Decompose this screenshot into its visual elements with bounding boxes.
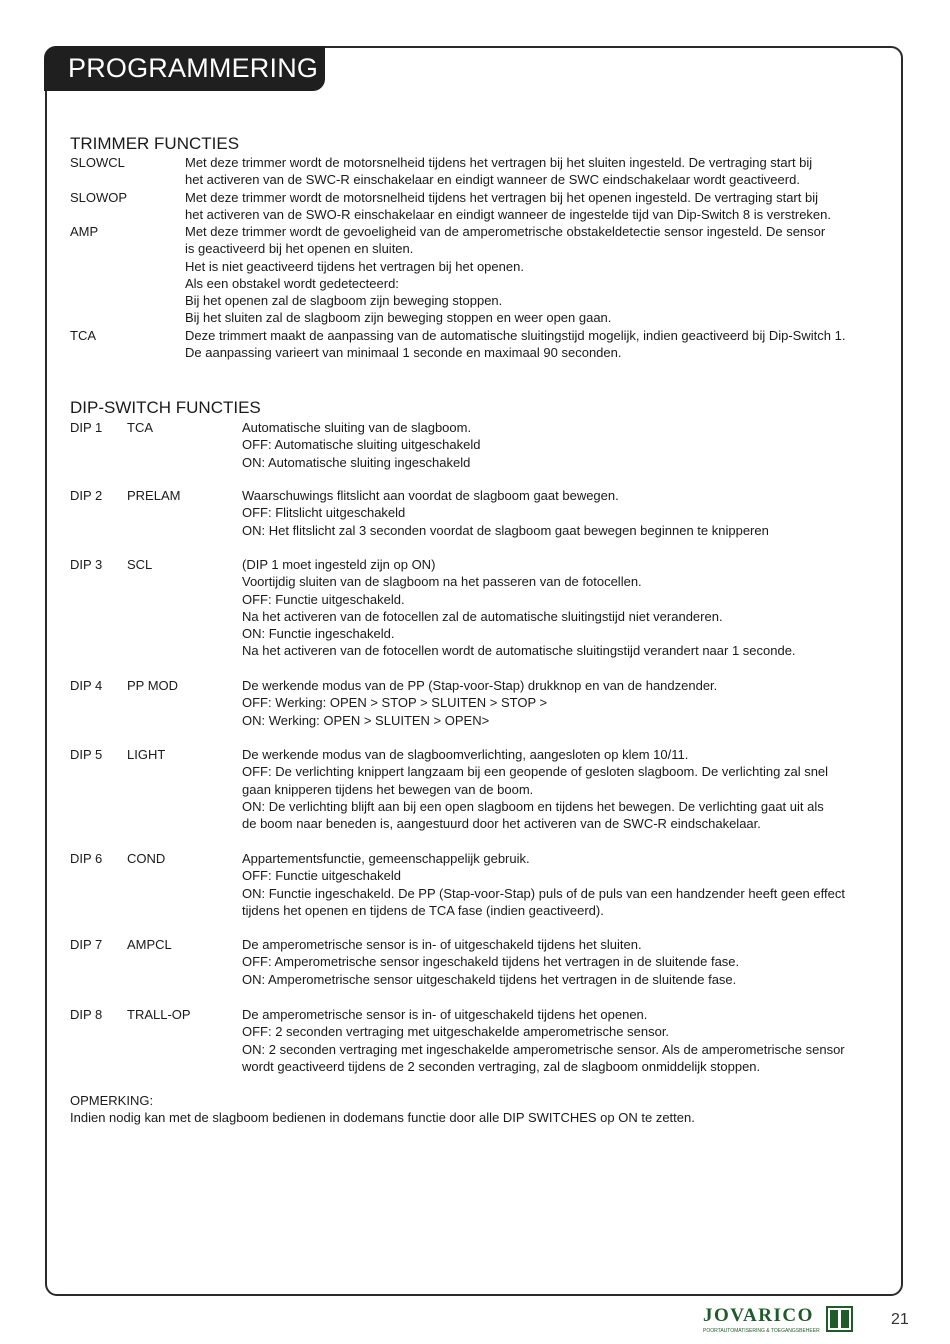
dip-number: DIP 2 (70, 488, 103, 503)
desc-line: Deze trimmert maakt de aanpassing van de automatische sluitingstijd mogelijk, indien geactiveerd bij Dip-Switch 1. (185, 328, 846, 343)
desc-line: Met deze trimmer wordt de gevoeligheid van de amperometrische obstakeldetectie sensor ingesteld. De sensor (185, 224, 826, 239)
dip-desc (242, 487, 769, 539)
desc-line: OFF: Amperometrische sensor ingeschakeld tijdens het vertragen in de sluitende fase. (242, 954, 740, 970)
dip-name: TRALL-OP (127, 1007, 191, 1022)
desc-line: OFF: De verlichting knippert langzaam bij een geopende of gesloten slagboom. De verlichting zal snel (242, 764, 829, 780)
desc-line: OFF: Werking: OPEN > STOP > SLUITEN > STOP > (242, 695, 548, 711)
dip-desc (242, 850, 845, 919)
trimmer-key: TCA (70, 328, 96, 343)
dip-number: DIP 7 (70, 937, 103, 952)
logo-tagline: POORTAUTOMATISERING & TOEGANGSBEHEER (703, 1328, 820, 1334)
dip-name: PP MOD (127, 678, 179, 693)
dip-heading: DIP-SWITCH FUNCTIES (70, 398, 261, 417)
trimmer-key: AMP (70, 224, 99, 239)
desc-line: ON: Het flitslicht zal 3 seconden voordat de slagboom gaat bewegen beginnen te knipperen (242, 522, 769, 538)
dip-name: COND (127, 851, 166, 866)
dip-desc (242, 556, 796, 660)
dip-number: DIP 8 (70, 1007, 103, 1022)
dip-name: TCA (127, 420, 153, 435)
note-heading: OPMERKING: (70, 1093, 154, 1108)
trimmer-heading: TRIMMER FUNCTIES (70, 134, 240, 153)
trimmer-desc (185, 223, 825, 327)
desc-line: OFF: Automatische sluiting uitgeschakeld (242, 437, 481, 453)
jovarico-logo (703, 1305, 853, 1337)
dip-number: DIP 1 (70, 420, 103, 435)
note-block (70, 1092, 695, 1127)
desc-line: tijdens het openen en tijdens de TCA fase (indien geactiveerd). (242, 902, 604, 918)
trimmer-desc (185, 189, 831, 224)
dip-number: DIP 5 (70, 747, 103, 762)
desc-line: De werkende modus van de PP (Stap-voor-Stap) drukknop en van de handzender. (242, 678, 718, 693)
desc-line: ON: Functie ingeschakeld. De PP (Stap-voor-Stap) puls of de puls van een handzender heeft geen effect (242, 885, 845, 901)
desc-line: Met deze trimmer wordt de motorsnelheid tijdens het vertragen bij het openen ingesteld. De vertraging start bij (185, 190, 818, 205)
desc-line: ON: Werking: OPEN > SLUITEN > OPEN> (242, 712, 490, 728)
desc-line: Appartementsfunctie, gemeenschappelijk gebruik. (242, 851, 530, 866)
dip-desc (242, 746, 828, 832)
dip-desc (242, 419, 480, 471)
dip-name: LIGHT (127, 747, 166, 762)
desc-line: ON: Functie ingeschakeld. (242, 626, 395, 642)
dip-number: DIP 4 (70, 678, 103, 693)
desc-line: ON: De verlichting blijft aan bij een open slagboom en tijdens het bewegen. De verlichting gaat uit als (242, 798, 824, 814)
desc-line: OFF: Functie uitgeschakeld. (242, 591, 405, 607)
trimmer-desc (185, 154, 812, 189)
desc-line: De werkende modus van de slagboomverlichting, aangesloten op klem 10/11. (242, 747, 689, 762)
desc-line: Met deze trimmer wordt de motorsnelheid tijdens het vertragen bij het sluiten ingesteld. De vertraging start bij (185, 155, 813, 170)
desc-line: OFF: 2 seconden vertraging met uitgeschakelde amperometrische sensor. (242, 1024, 670, 1040)
desc-line: De amperometrische sensor is in- of uitgeschakeld tijdens het openen. (242, 1007, 648, 1022)
desc-line: Het is niet geactiveerd tijdens het vertragen bij het openen. (185, 258, 524, 274)
dip-number: DIP 6 (70, 851, 103, 866)
desc-line: gaan knipperen tijdens het bewegen van de boom. (242, 781, 534, 797)
desc-line: Automatische sluiting van de slagboom. (242, 420, 472, 435)
page-number: 21 (891, 1311, 909, 1328)
desc-line: Waarschuwings flitslicht aan voordat de slagboom gaat bewegen. (242, 488, 619, 503)
desc-line: Na het activeren van de fotocellen zal de automatische sluitingstijd niet veranderen. (242, 608, 723, 624)
dip-desc (242, 677, 717, 729)
desc-line: Voortijdig sluiten van de slagboom na het passeren van de fotocellen. (242, 574, 642, 590)
desc-line: ON: Automatische sluiting ingeschakeld (242, 454, 471, 470)
trimmer-key: SLOWCL (70, 155, 125, 170)
desc-line: de boom naar beneden is, aangestuurd door het activeren van de SWC-R eindschakelaar. (242, 816, 761, 832)
desc-line: het activeren van de SWC-R einschakelaar en eindigt wanneer de SWC eindschakelaar wordt geactiveerd. (185, 172, 800, 188)
dip-name: SCL (127, 557, 153, 572)
dip-number: DIP 3 (70, 557, 103, 572)
page-title-tab (44, 46, 325, 91)
gate-doors-icon (826, 1306, 853, 1332)
desc-line: het activeren van de SWO-R einschakelaar en eindigt wanneer de ingestelde tijd van Dip-Switch 8 is verstreken. (185, 207, 832, 223)
dip-name: AMPCL (127, 937, 172, 952)
desc-line: De aanpassing varieert van minimaal 1 seconde en maximaal 90 seconden. (185, 345, 622, 361)
desc-line: Bij het sluiten zal de slagboom zijn beweging stoppen en weer open gaan. (185, 310, 612, 326)
desc-line: is geactiveerd bij het openen en sluiten. (185, 241, 414, 257)
note-text: Indien nodig kan met de slagboom bedienen in dodemans functie door alle DIP SWITCHES op ON te zetten. (70, 1110, 695, 1126)
desc-line: ON: 2 seconden vertraging met ingeschakelde amperometrische sensor. Als de amperometrische sensor (242, 1041, 845, 1057)
trimmer-key: SLOWOP (70, 190, 128, 205)
page-title: PROGRAMMERING (68, 53, 319, 83)
trimmer-desc (185, 327, 845, 362)
desc-line: Bij het openen zal de slagboom zijn beweging stoppen. (185, 293, 503, 309)
desc-line: OFF: Functie uitgeschakeld (242, 868, 401, 884)
desc-line: wordt geactiveerd tijdens de 2 seconden vertraging, zal de slagboom onmiddelijk stoppen. (242, 1058, 761, 1074)
dip-name: PRELAM (127, 488, 181, 503)
logo-brand-text: JOVARICO (703, 1305, 814, 1326)
desc-line: ON: Amperometrische sensor uitgeschakeld tijdens het vertragen in de sluitende fase. (242, 971, 737, 987)
desc-line: De amperometrische sensor is in- of uitgeschakeld tijdens het sluiten. (242, 937, 642, 952)
desc-line: Als een obstakel wordt gedetecteerd: (185, 275, 399, 291)
dip-desc (242, 936, 739, 988)
desc-line: (DIP 1 moet ingesteld zijn op ON) (242, 557, 436, 572)
desc-line: OFF: Flitslicht uitgeschakeld (242, 505, 406, 521)
desc-line: Na het activeren van de fotocellen wordt de automatische sluitingstijd verandert naar 1 seconde. (242, 643, 796, 659)
dip-desc (242, 1006, 845, 1075)
